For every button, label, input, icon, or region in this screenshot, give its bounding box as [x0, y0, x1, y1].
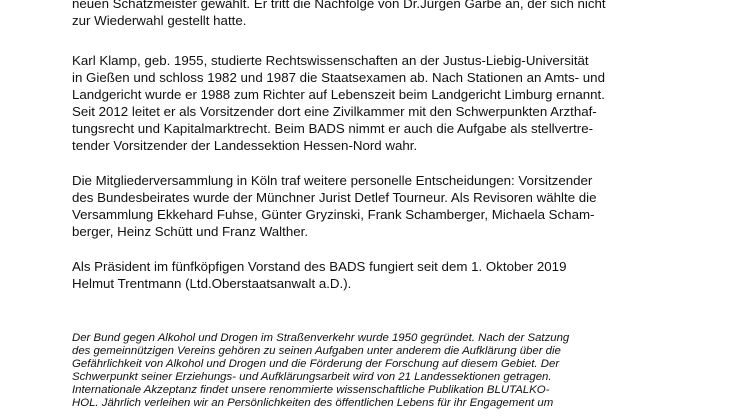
- text-line: in Gießen und schloss 1982 und 1987 die Staatsexamen ab. Nach Stationen an Amts- und: [72, 70, 605, 85]
- text-line: neuen Schatzmeister gewählt. Er tritt die Nachfolge von Dr.Jürgen Garbe an, der sich nicht: [72, 0, 606, 11]
- paragraph-mitgliederversammlung: [72, 172, 692, 240]
- text-line: des Bundesbeirates wurde der Münchner Jurist Detlef Tourneur. Als Revisoren wählte die: [72, 190, 597, 205]
- paragraph-intro: [72, 0, 692, 29]
- text-line: Landgericht wurde er 1988 zum Richter auf Lebenszeit beim Landgericht Limburg ernannt.: [72, 87, 605, 102]
- about-bads-note: [72, 332, 692, 410]
- text-line: Seit 2012 leitet er als Vorsitzender dort eine Zivilkammer mit den Schwerpunkten Arzthaf-: [72, 104, 597, 119]
- text-line: Helmut Trentmann (Ltd.Oberstaatsanwalt a.D.).: [72, 276, 352, 291]
- text-line: zur Wiederwahl gestellt hatte.: [72, 13, 247, 28]
- text-line: Internationale Akzeptanz findet unsere renommierte wissenschaftliche Publikation BLUTALKO-: [72, 384, 550, 396]
- text-line: Versammlung Ekkehard Fuhse, Günter Gryzinski, Frank Schamberger, Michaela Scham-: [72, 207, 595, 222]
- text-line: berger, Heinz Schütt und Franz Walther.: [72, 224, 309, 239]
- paragraph-karl-klamp: [72, 52, 692, 154]
- text-line: Der Bund gegen Alkohol und Drogen im Straßenverkehr wurde 1950 gegründet. Nach der Satzung: [72, 332, 570, 344]
- text-line: des gemeinnützigen Vereins gehören zu seinen Aufgaben unter anderem die Aufklärung über die: [72, 345, 561, 357]
- text-line: Schwerpunkt seiner Erziehungs- und Aufklärungsarbeit wird von 21 Landessektionen getragen.: [72, 371, 552, 383]
- paragraph-praesident: [72, 258, 692, 292]
- text-line: HOL. Jährlich verleihen wir an Persönlichkeiten des öffentlichen Lebens für ihr Engagement um: [72, 397, 554, 409]
- text-line: tungsrecht und Kapitalmarktrecht. Beim BADS nimmt er auch die Aufgabe als stellvertre-: [72, 121, 594, 136]
- text-line: Die Mitgliederversammlung in Köln traf weitere personelle Entscheidungen: Vorsitzender: [72, 173, 593, 188]
- text-line: Karl Klamp, geb. 1955, studierte Rechtswissenschaften an der Justus-Liebig-Universität: [72, 53, 589, 68]
- text-line: tender Vorsitzender der Landessektion Hessen-Nord wahr.: [72, 138, 418, 153]
- text-line: Gefährlichkeit von Alkohol und Drogen und die Förderung der Forschung auf diesem Gebiet. Der: [72, 358, 560, 370]
- text-line: Als Präsident im fünfköpfigen Vorstand des BADS fungiert seit dem 1. Oktober 2019: [72, 259, 567, 274]
